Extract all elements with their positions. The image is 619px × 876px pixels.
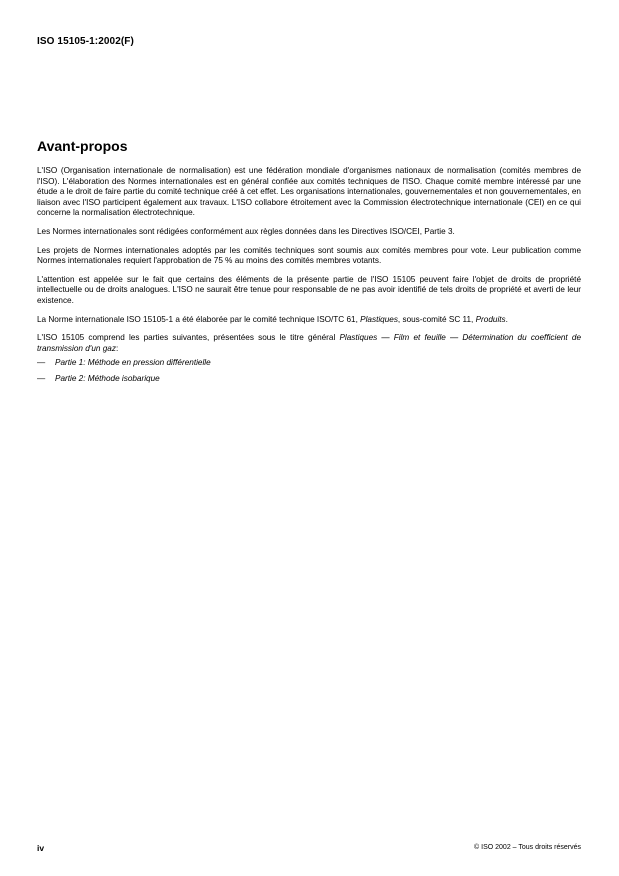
page-title: Avant-propos: [37, 138, 128, 154]
list-dash: —: [37, 358, 46, 368]
subcommittee-name: Produits: [475, 314, 506, 324]
list-item: [37, 374, 581, 385]
paragraph-patent-rights: L'attention est appelée sur le fait que certains des éléments de la présente partie de l'ISO 15105 peuvent faire l'objet de droits de propriété intellectuelle ou de droits analogues. L'ISO ne saurait être tenue pour responsable de ne pas avoir identifié de tels droits de propriété et averti de leur existence.: [37, 274, 581, 305]
committee-text-end: .: [505, 314, 508, 324]
paragraph-organisation: L'ISO (Organisation internationale de normalisation) est une fédération mondiale d'organismes nationaux de normalisation (comités membres de l'ISO). L'élaboration des Normes internationales est en général confiée aux comités techniques de l'ISO. Chaque comité membre intéressé par une étude a le droit de faire partie du comité technique créé à cet effet. Les organisations internationales, gouvernementales et non gouvernementales, en liaison avec l'ISO participent également aux travaux. L'ISO collabore étroitement avec la Commission électrotechnique internationale (CEI) en ce qui concerne la normalisation électrotechnique.: [37, 166, 581, 218]
paragraph-parts-intro: [37, 333, 581, 354]
list-item-text: Partie 2: Méthode isobarique: [55, 373, 160, 383]
paragraph-voting: Les projets de Normes internationales adoptés par les comités techniques sont soumis aux comités membres pour vote. Leur publication comme Normes internationales requiert l'approbation de 75 % au moins des comités membres votants.: [37, 245, 581, 266]
committee-text-start: La Norme internationale ISO 15105-1 a été élaborée par le comité technique ISO/TC 61,: [37, 314, 361, 324]
committee-name: Plastiques: [360, 314, 398, 324]
parts-intro-colon: :: [115, 343, 119, 353]
list-dash: —: [37, 373, 46, 383]
foreword-body: [37, 166, 581, 390]
list-item: [37, 358, 581, 369]
list-item-text: Partie 1: Méthode en pression différentielle: [55, 358, 211, 368]
page-number: iv: [37, 843, 45, 853]
document-header: ISO 15105-1:2002(F): [37, 36, 134, 47]
paragraph-committee: [37, 315, 581, 326]
copyright-notice: © ISO 2002 – Tous droits réservés: [474, 844, 581, 851]
general-title: Plastiques — Film et feuille — Détermination du coefficient de transmission d'un gaz: [37, 333, 581, 353]
paragraph-directives: Les Normes internationales sont rédigées conformément aux règles données dans les Directives ISO/CEI, Partie 3.: [37, 226, 455, 236]
committee-text-middle: , sous-comité SC 11,: [397, 314, 476, 324]
parts-intro-text: L'ISO 15105 comprend les parties suivantes, présentées sous le titre général: [37, 333, 340, 343]
